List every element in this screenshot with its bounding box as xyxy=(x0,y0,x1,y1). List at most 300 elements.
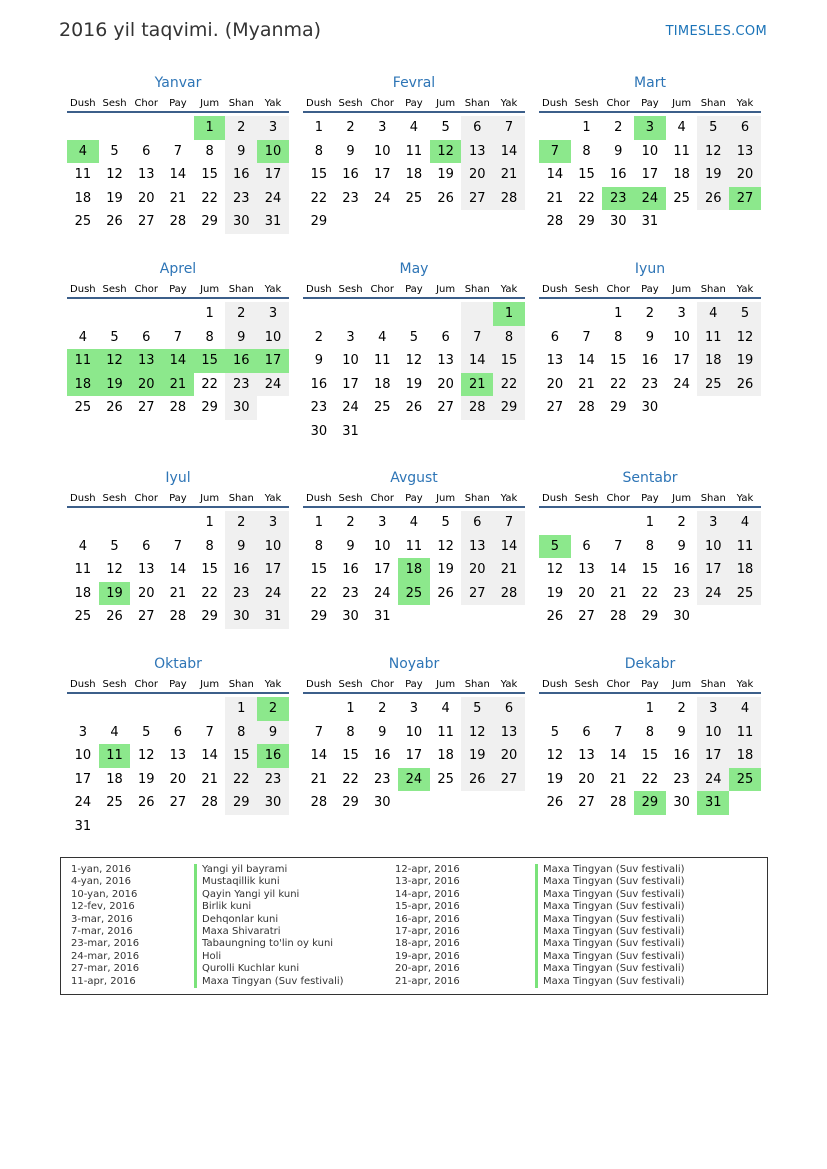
day-cell[interactable]: 19 xyxy=(546,771,564,787)
day-cell[interactable]: 20 xyxy=(461,163,493,187)
day-cell[interactable]: 31 xyxy=(342,423,359,439)
holiday-day-cell[interactable]: 21 xyxy=(162,373,194,397)
holiday-day-cell[interactable]: 11 xyxy=(99,744,131,768)
day-cell[interactable]: 5 xyxy=(110,143,119,159)
day-cell[interactable]: 5 xyxy=(697,116,729,140)
day-cell[interactable]: 13 xyxy=(461,535,493,559)
day-cell[interactable]: 1 xyxy=(645,701,655,717)
day-cell[interactable]: 30 xyxy=(342,609,359,625)
day-cell[interactable]: 9 xyxy=(614,143,623,159)
day-cell[interactable]: 26 xyxy=(137,795,155,811)
day-cell[interactable]: 27 xyxy=(461,582,493,606)
day-cell[interactable]: 25 xyxy=(74,400,92,416)
day-cell[interactable]: 14 xyxy=(310,748,328,764)
day-cell[interactable]: 6 xyxy=(582,538,591,554)
day-cell[interactable]: 9 xyxy=(677,724,686,740)
day-cell[interactable]: 21 xyxy=(546,190,564,206)
holiday-day-cell[interactable]: 14 xyxy=(162,349,194,373)
day-cell[interactable]: 1 xyxy=(645,515,655,531)
day-cell[interactable]: 15 xyxy=(342,748,359,764)
day-cell[interactable]: 20 xyxy=(137,190,155,206)
day-cell[interactable]: 25 xyxy=(437,771,454,787)
day-cell[interactable]: 18 xyxy=(697,349,729,373)
holiday-day-cell[interactable]: 1 xyxy=(493,302,525,326)
day-cell[interactable]: 4 xyxy=(409,120,419,136)
day-cell[interactable]: 3 xyxy=(677,306,686,322)
day-cell[interactable]: 15 xyxy=(225,744,257,768)
day-cell[interactable]: 28 xyxy=(578,400,595,416)
day-cell[interactable]: 30 xyxy=(641,400,659,416)
day-cell[interactable]: 9 xyxy=(314,353,323,369)
day-cell[interactable]: 9 xyxy=(378,724,387,740)
day-cell[interactable]: 26 xyxy=(697,187,729,211)
day-cell[interactable]: 15 xyxy=(578,167,595,183)
day-cell[interactable]: 15 xyxy=(641,562,659,578)
day-cell[interactable]: 14 xyxy=(578,353,595,369)
day-cell[interactable]: 4 xyxy=(409,515,419,531)
day-cell[interactable]: 23 xyxy=(673,771,690,787)
day-cell[interactable]: 18 xyxy=(74,585,92,601)
day-cell[interactable]: 9 xyxy=(225,326,257,350)
day-cell[interactable]: 9 xyxy=(346,538,355,554)
day-cell[interactable]: 19 xyxy=(106,190,123,206)
day-cell[interactable]: 8 xyxy=(314,143,323,159)
day-cell[interactable]: 1 xyxy=(346,701,355,717)
holiday-day-cell[interactable]: 25 xyxy=(398,582,430,606)
day-cell[interactable]: 7 xyxy=(582,329,591,345)
day-cell[interactable]: 12 xyxy=(461,721,493,745)
day-cell[interactable]: 2 xyxy=(225,116,257,140)
day-cell[interactable]: 10 xyxy=(405,724,423,740)
day-cell[interactable]: 20 xyxy=(729,163,761,187)
day-cell[interactable]: 13 xyxy=(137,167,155,183)
day-cell[interactable]: 25 xyxy=(673,190,690,206)
day-cell[interactable]: 19 xyxy=(137,771,155,787)
brand-link[interactable]: TIMESLES.COM xyxy=(665,24,767,39)
day-cell[interactable]: 28 xyxy=(169,609,187,625)
day-cell[interactable]: 5 xyxy=(441,515,450,531)
day-cell[interactable]: 16 xyxy=(673,562,690,578)
day-cell[interactable]: 19 xyxy=(405,376,423,392)
day-cell[interactable]: 15 xyxy=(201,562,218,578)
day-cell[interactable]: 29 xyxy=(342,795,359,811)
day-cell[interactable]: 22 xyxy=(641,771,659,787)
holiday-day-cell[interactable]: 27 xyxy=(729,187,761,211)
day-cell[interactable]: 16 xyxy=(310,376,328,392)
day-cell[interactable]: 27 xyxy=(169,795,187,811)
day-cell[interactable]: 6 xyxy=(493,697,525,721)
day-cell[interactable]: 13 xyxy=(729,140,761,164)
day-cell[interactable]: 8 xyxy=(225,721,257,745)
day-cell[interactable]: 22 xyxy=(578,190,595,206)
day-cell[interactable]: 12 xyxy=(546,562,564,578)
day-cell[interactable]: 22 xyxy=(225,768,257,792)
day-cell[interactable]: 7 xyxy=(493,511,525,535)
day-cell[interactable]: 30 xyxy=(225,396,257,420)
day-cell[interactable]: 4 xyxy=(110,724,119,740)
day-cell[interactable]: 27 xyxy=(461,187,493,211)
day-cell[interactable]: 21 xyxy=(169,190,187,206)
day-cell[interactable]: 22 xyxy=(201,376,218,392)
day-cell[interactable]: 28 xyxy=(169,214,187,230)
day-cell[interactable]: 26 xyxy=(437,190,454,206)
day-cell[interactable]: 27 xyxy=(437,400,454,416)
holiday-day-cell[interactable]: 13 xyxy=(130,349,162,373)
day-cell[interactable]: 28 xyxy=(169,400,187,416)
day-cell[interactable]: 25 xyxy=(373,400,391,416)
day-cell[interactable]: 9 xyxy=(257,721,289,745)
day-cell[interactable]: 4 xyxy=(78,538,87,554)
day-cell[interactable]: 7 xyxy=(173,143,183,159)
day-cell[interactable]: 2 xyxy=(378,701,387,717)
day-cell[interactable]: 3 xyxy=(346,329,355,345)
day-cell[interactable]: 27 xyxy=(137,214,155,230)
day-cell[interactable]: 28 xyxy=(609,609,627,625)
day-cell[interactable]: 22 xyxy=(310,585,328,601)
day-cell[interactable]: 27 xyxy=(137,400,155,416)
day-cell[interactable]: 2 xyxy=(225,511,257,535)
day-cell[interactable]: 27 xyxy=(546,400,564,416)
day-cell[interactable]: 20 xyxy=(137,585,155,601)
day-cell[interactable]: 11 xyxy=(405,143,423,159)
day-cell[interactable]: 2 xyxy=(677,701,686,717)
day-cell[interactable]: 28 xyxy=(201,795,218,811)
day-cell[interactable]: 29 xyxy=(225,791,257,815)
day-cell[interactable]: 8 xyxy=(346,724,355,740)
day-cell[interactable]: 8 xyxy=(205,538,214,554)
holiday-day-cell[interactable]: 19 xyxy=(99,373,131,397)
day-cell[interactable]: 12 xyxy=(437,538,454,554)
day-cell[interactable]: 24 xyxy=(697,582,729,606)
day-cell[interactable]: 25 xyxy=(106,795,123,811)
holiday-day-cell[interactable]: 18 xyxy=(398,558,430,582)
day-cell[interactable]: 30 xyxy=(373,795,391,811)
day-cell[interactable]: 2 xyxy=(614,120,623,136)
day-cell[interactable]: 30 xyxy=(673,795,690,811)
day-cell[interactable]: 11 xyxy=(697,326,729,350)
day-cell[interactable]: 13 xyxy=(461,140,493,164)
day-cell[interactable]: 11 xyxy=(74,167,92,183)
day-cell[interactable]: 24 xyxy=(257,582,289,606)
day-cell[interactable]: 11 xyxy=(437,724,454,740)
day-cell[interactable]: 13 xyxy=(546,353,564,369)
day-cell[interactable]: 10 xyxy=(641,143,659,159)
day-cell[interactable]: 2 xyxy=(314,329,323,345)
day-cell[interactable]: 14 xyxy=(493,140,525,164)
day-cell[interactable]: 1 xyxy=(225,697,257,721)
day-cell[interactable]: 7 xyxy=(614,724,623,740)
day-cell[interactable]: 3 xyxy=(378,515,387,531)
day-cell[interactable]: 14 xyxy=(493,535,525,559)
day-cell[interactable]: 21 xyxy=(201,771,218,787)
day-cell[interactable]: 19 xyxy=(729,349,761,373)
day-cell[interactable]: 18 xyxy=(373,376,391,392)
day-cell[interactable]: 10 xyxy=(257,326,289,350)
day-cell[interactable]: 17 xyxy=(373,167,391,183)
day-cell[interactable]: 10 xyxy=(373,143,391,159)
day-cell[interactable]: 28 xyxy=(310,795,328,811)
day-cell[interactable]: 21 xyxy=(578,376,595,392)
day-cell[interactable]: 31 xyxy=(373,609,391,625)
day-cell[interactable]: 16 xyxy=(225,558,257,582)
day-cell[interactable]: 31 xyxy=(641,214,659,230)
day-cell[interactable]: 20 xyxy=(578,771,595,787)
holiday-day-cell[interactable]: 17 xyxy=(257,349,289,373)
day-cell[interactable]: 12 xyxy=(405,353,423,369)
day-cell[interactable]: 10 xyxy=(673,329,690,345)
day-cell[interactable]: 17 xyxy=(257,558,289,582)
day-cell[interactable]: 28 xyxy=(493,187,525,211)
day-cell[interactable]: 5 xyxy=(409,329,419,345)
day-cell[interactable]: 16 xyxy=(373,748,391,764)
day-cell[interactable]: 16 xyxy=(673,748,690,764)
day-cell[interactable]: 23 xyxy=(673,585,690,601)
day-cell[interactable]: 25 xyxy=(697,373,729,397)
day-cell[interactable]: 2 xyxy=(677,515,686,531)
day-cell[interactable]: 23 xyxy=(225,582,257,606)
day-cell[interactable]: 7 xyxy=(614,538,623,554)
day-cell[interactable]: 9 xyxy=(645,329,655,345)
day-cell[interactable]: 18 xyxy=(437,748,454,764)
day-cell[interactable]: 9 xyxy=(225,140,257,164)
day-cell[interactable]: 13 xyxy=(437,353,454,369)
day-cell[interactable]: 22 xyxy=(310,190,328,206)
day-cell[interactable]: 4 xyxy=(697,302,729,326)
day-cell[interactable]: 9 xyxy=(677,538,686,554)
day-cell[interactable]: 21 xyxy=(169,585,187,601)
day-cell[interactable]: 14 xyxy=(201,748,218,764)
day-cell[interactable]: 7 xyxy=(461,326,493,350)
day-cell[interactable]: 11 xyxy=(405,538,423,554)
day-cell[interactable]: 26 xyxy=(106,214,123,230)
day-cell[interactable]: 8 xyxy=(582,143,591,159)
day-cell[interactable]: 8 xyxy=(205,329,214,345)
day-cell[interactable]: 1 xyxy=(314,515,323,531)
day-cell[interactable]: 11 xyxy=(729,535,761,559)
day-cell[interactable]: 29 xyxy=(493,396,525,420)
day-cell[interactable]: 14 xyxy=(169,167,187,183)
day-cell[interactable]: 19 xyxy=(697,163,729,187)
day-cell[interactable]: 24 xyxy=(74,795,92,811)
day-cell[interactable]: 5 xyxy=(142,724,151,740)
day-cell[interactable]: 26 xyxy=(546,795,564,811)
day-cell[interactable]: 8 xyxy=(614,329,623,345)
holiday-day-cell[interactable]: 7 xyxy=(539,140,571,164)
day-cell[interactable]: 20 xyxy=(578,585,595,601)
day-cell[interactable]: 9 xyxy=(346,143,355,159)
day-cell[interactable]: 15 xyxy=(310,167,328,183)
day-cell[interactable]: 1 xyxy=(614,306,623,322)
day-cell[interactable]: 5 xyxy=(550,724,559,740)
day-cell[interactable]: 13 xyxy=(578,562,595,578)
day-cell[interactable]: 12 xyxy=(137,748,155,764)
day-cell[interactable]: 16 xyxy=(342,167,359,183)
day-cell[interactable]: 23 xyxy=(641,376,659,392)
holiday-day-cell[interactable]: 4 xyxy=(67,140,99,164)
day-cell[interactable]: 8 xyxy=(314,538,323,554)
day-cell[interactable]: 1 xyxy=(582,120,591,136)
day-cell[interactable]: 19 xyxy=(546,585,564,601)
day-cell[interactable]: 31 xyxy=(74,818,92,834)
holiday-day-cell[interactable]: 15 xyxy=(194,349,226,373)
day-cell[interactable]: 27 xyxy=(578,609,595,625)
day-cell[interactable]: 17 xyxy=(373,562,391,578)
day-cell[interactable]: 19 xyxy=(437,562,454,578)
day-cell[interactable]: 18 xyxy=(106,771,123,787)
day-cell[interactable]: 30 xyxy=(225,210,257,234)
day-cell[interactable]: 18 xyxy=(729,744,761,768)
day-cell[interactable]: 28 xyxy=(493,582,525,606)
day-cell[interactable]: 6 xyxy=(142,538,151,554)
day-cell[interactable]: 12 xyxy=(729,326,761,350)
day-cell[interactable]: 29 xyxy=(201,609,218,625)
day-cell[interactable]: 17 xyxy=(405,748,423,764)
holiday-day-cell[interactable]: 24 xyxy=(634,187,666,211)
day-cell[interactable]: 23 xyxy=(257,768,289,792)
holiday-day-cell[interactable]: 31 xyxy=(697,791,729,815)
day-cell[interactable]: 23 xyxy=(342,190,359,206)
day-cell[interactable]: 11 xyxy=(729,721,761,745)
day-cell[interactable]: 27 xyxy=(137,609,155,625)
day-cell[interactable]: 31 xyxy=(257,605,289,629)
day-cell[interactable]: 10 xyxy=(373,538,391,554)
day-cell[interactable]: 3 xyxy=(378,120,387,136)
day-cell[interactable]: 30 xyxy=(673,609,690,625)
day-cell[interactable]: 6 xyxy=(142,329,151,345)
day-cell[interactable]: 20 xyxy=(461,558,493,582)
day-cell[interactable]: 28 xyxy=(461,396,493,420)
day-cell[interactable]: 5 xyxy=(441,120,450,136)
day-cell[interactable]: 7 xyxy=(314,724,323,740)
day-cell[interactable]: 6 xyxy=(142,143,151,159)
day-cell[interactable]: 29 xyxy=(201,400,218,416)
day-cell[interactable]: 16 xyxy=(225,163,257,187)
day-cell[interactable]: 16 xyxy=(342,562,359,578)
day-cell[interactable]: 22 xyxy=(641,585,659,601)
day-cell[interactable]: 25 xyxy=(729,582,761,606)
day-cell[interactable]: 10 xyxy=(342,353,359,369)
day-cell[interactable]: 11 xyxy=(74,562,92,578)
day-cell[interactable]: 27 xyxy=(493,768,525,792)
day-cell[interactable]: 7 xyxy=(173,329,183,345)
day-cell[interactable]: 6 xyxy=(550,329,559,345)
holiday-day-cell[interactable]: 12 xyxy=(430,140,462,164)
day-cell[interactable]: 13 xyxy=(578,748,595,764)
holiday-day-cell[interactable]: 18 xyxy=(67,373,99,397)
day-cell[interactable]: 23 xyxy=(342,585,359,601)
day-cell[interactable]: 30 xyxy=(310,423,328,439)
day-cell[interactable]: 14 xyxy=(609,748,627,764)
holiday-day-cell[interactable]: 23 xyxy=(602,187,634,211)
day-cell[interactable]: 30 xyxy=(609,214,627,230)
day-cell[interactable]: 31 xyxy=(257,210,289,234)
day-cell[interactable]: 22 xyxy=(201,585,218,601)
day-cell[interactable]: 29 xyxy=(641,609,659,625)
day-cell[interactable]: 18 xyxy=(74,190,92,206)
day-cell[interactable]: 26 xyxy=(437,585,454,601)
day-cell[interactable]: 6 xyxy=(461,116,493,140)
day-cell[interactable]: 3 xyxy=(697,511,729,535)
holiday-day-cell[interactable]: 19 xyxy=(99,582,131,606)
day-cell[interactable]: 4 xyxy=(729,697,761,721)
day-cell[interactable]: 3 xyxy=(257,511,289,535)
day-cell[interactable]: 3 xyxy=(697,697,729,721)
day-cell[interactable]: 13 xyxy=(169,748,187,764)
day-cell[interactable]: 24 xyxy=(373,190,391,206)
day-cell[interactable]: 12 xyxy=(546,748,564,764)
day-cell[interactable]: 9 xyxy=(225,535,257,559)
day-cell[interactable]: 15 xyxy=(201,167,218,183)
holiday-day-cell[interactable]: 11 xyxy=(67,349,99,373)
day-cell[interactable]: 28 xyxy=(609,795,627,811)
day-cell[interactable]: 2 xyxy=(346,515,355,531)
day-cell[interactable]: 15 xyxy=(641,748,659,764)
day-cell[interactable]: 29 xyxy=(310,214,328,230)
holiday-day-cell[interactable]: 3 xyxy=(634,116,666,140)
day-cell[interactable]: 25 xyxy=(74,214,92,230)
day-cell[interactable]: 25 xyxy=(74,609,92,625)
day-cell[interactable]: 4 xyxy=(78,329,87,345)
day-cell[interactable]: 1 xyxy=(205,515,214,531)
day-cell[interactable]: 4 xyxy=(677,120,686,136)
day-cell[interactable]: 8 xyxy=(493,326,525,350)
day-cell[interactable]: 7 xyxy=(173,538,183,554)
day-cell[interactable]: 17 xyxy=(641,167,659,183)
day-cell[interactable]: 24 xyxy=(257,187,289,211)
day-cell[interactable]: 11 xyxy=(673,143,690,159)
day-cell[interactable]: 16 xyxy=(641,353,659,369)
day-cell[interactable]: 24 xyxy=(342,400,359,416)
day-cell[interactable]: 22 xyxy=(201,190,218,206)
day-cell[interactable]: 4 xyxy=(378,329,387,345)
day-cell[interactable]: 24 xyxy=(373,585,391,601)
day-cell[interactable]: 26 xyxy=(461,768,493,792)
day-cell[interactable]: 2 xyxy=(225,302,257,326)
day-cell[interactable]: 23 xyxy=(310,400,328,416)
day-cell[interactable]: 21 xyxy=(609,585,627,601)
day-cell[interactable]: 3 xyxy=(78,724,87,740)
day-cell[interactable]: 22 xyxy=(493,373,525,397)
day-cell[interactable]: 13 xyxy=(137,562,155,578)
day-cell[interactable]: 11 xyxy=(373,353,391,369)
day-cell[interactable]: 20 xyxy=(493,744,525,768)
day-cell[interactable]: 3 xyxy=(409,701,419,717)
day-cell[interactable]: 22 xyxy=(609,376,627,392)
day-cell[interactable]: 5 xyxy=(729,302,761,326)
day-cell[interactable]: 8 xyxy=(205,143,214,159)
day-cell[interactable]: 2 xyxy=(645,306,655,322)
day-cell[interactable]: 18 xyxy=(673,167,690,183)
day-cell[interactable]: 6 xyxy=(441,329,450,345)
day-cell[interactable]: 7 xyxy=(205,724,214,740)
day-cell[interactable]: 17 xyxy=(697,744,729,768)
day-cell[interactable]: 16 xyxy=(609,167,627,183)
day-cell[interactable]: 10 xyxy=(257,535,289,559)
day-cell[interactable]: 18 xyxy=(405,167,423,183)
day-cell[interactable]: 17 xyxy=(74,771,92,787)
day-cell[interactable]: 5 xyxy=(110,538,119,554)
day-cell[interactable]: 7 xyxy=(493,116,525,140)
day-cell[interactable]: 24 xyxy=(673,376,690,392)
holiday-day-cell[interactable]: 24 xyxy=(398,768,430,792)
day-cell[interactable]: 12 xyxy=(106,167,123,183)
day-cell[interactable]: 17 xyxy=(257,163,289,187)
day-cell[interactable]: 23 xyxy=(225,187,257,211)
day-cell[interactable]: 30 xyxy=(257,791,289,815)
day-cell[interactable]: 29 xyxy=(201,214,218,230)
holiday-day-cell[interactable]: 25 xyxy=(729,768,761,792)
day-cell[interactable]: 10 xyxy=(697,721,729,745)
